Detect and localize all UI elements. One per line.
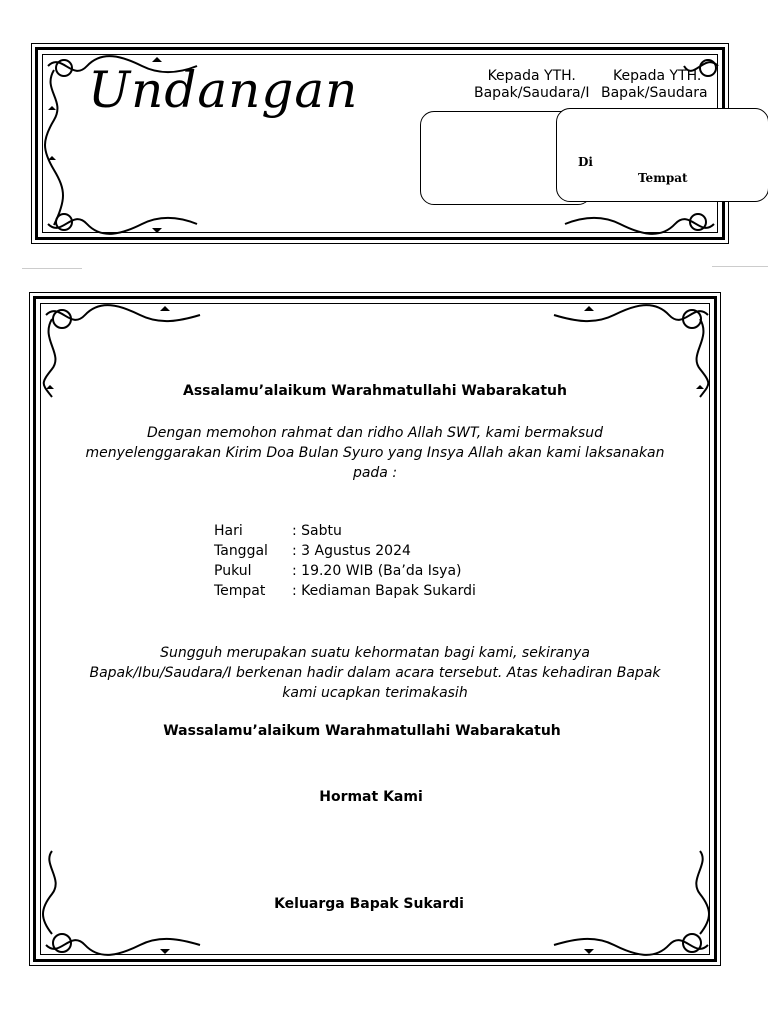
divider-right: [712, 266, 768, 267]
bapak-saudara-line-2: Bapak/Saudara: [601, 85, 708, 101]
address-box-2: [556, 108, 768, 202]
bapak-saudara-line: Bapak/Saudara/I: [474, 85, 590, 101]
closing-line-3: kami ucapkan terimakasih: [282, 685, 468, 701]
detail-value: : Sabtu: [292, 523, 342, 539]
detail-label: Hari: [214, 523, 243, 539]
detail-value: : Kediaman Bapak Sukardi: [292, 583, 476, 599]
recipient-label-1: [474, 68, 589, 102]
detail-value: : 19.20 WIB (Ba’da Isya): [292, 563, 462, 579]
corner-ornament-bottom-right-icon: [544, 929, 714, 959]
detail-label: Tempat: [214, 583, 266, 599]
detail-row-tempat: [214, 581, 476, 601]
kepada-line-2: Kepada YTH.: [613, 68, 702, 84]
recipient-label-2: [601, 68, 721, 102]
letter-card: [33, 296, 717, 962]
detail-value: : 3 Agustus 2024: [292, 543, 411, 559]
hormat-kami: Hormat Kami: [319, 789, 423, 805]
closing-line-1: Sungguh merupakan suatu kehormatan bagi kami, sekiranya: [160, 645, 590, 661]
tempat-label: Tempat: [638, 171, 688, 185]
detail-row-pukul: [214, 561, 476, 581]
side-ornament-left-icon: [42, 60, 72, 230]
side-ornament-right-bottom-icon: [682, 849, 712, 939]
side-ornament-left-bottom-icon: [40, 849, 70, 939]
closing-line-2: Bapak/Ibu/Saudara/I berkenan hadir dalam acara tersebut. Atas kehadiran Bapak: [89, 665, 661, 681]
di-label: Di: [578, 155, 593, 169]
intro-line-1: Dengan memohon rahmat dan ridho Allah SWT, kami bermaksud: [147, 425, 603, 441]
detail-row-hari: [214, 521, 476, 541]
corner-ornament-bottom-right-icon: [560, 208, 720, 238]
corner-ornament-bottom-left-icon: [42, 208, 202, 238]
detail-row-tanggal: [214, 541, 476, 561]
signature-name: Keluarga Bapak Sukardi: [274, 896, 464, 912]
detail-label: Tanggal: [214, 543, 268, 559]
detail-label: Pukul: [214, 563, 252, 579]
divider-left: [22, 268, 82, 269]
intro-line-3: pada :: [352, 465, 398, 481]
invitation-title: Undangan: [88, 61, 359, 119]
corner-ornament-bottom-left-icon: [40, 929, 210, 959]
greeting: Assalamu’alaikum Warahmatullahi Wabarakatuh: [183, 383, 567, 399]
closing-salam: Wassalamu’alaikum Warahmatullahi Wabarakatuh: [163, 723, 561, 739]
kepada-line: Kepada YTH.: [487, 68, 576, 84]
intro-line-2: menyelenggarakan Kirim Doa Bulan Syuro yang Insya Allah akan kami laksanakan: [85, 445, 665, 461]
event-details: [214, 521, 476, 601]
